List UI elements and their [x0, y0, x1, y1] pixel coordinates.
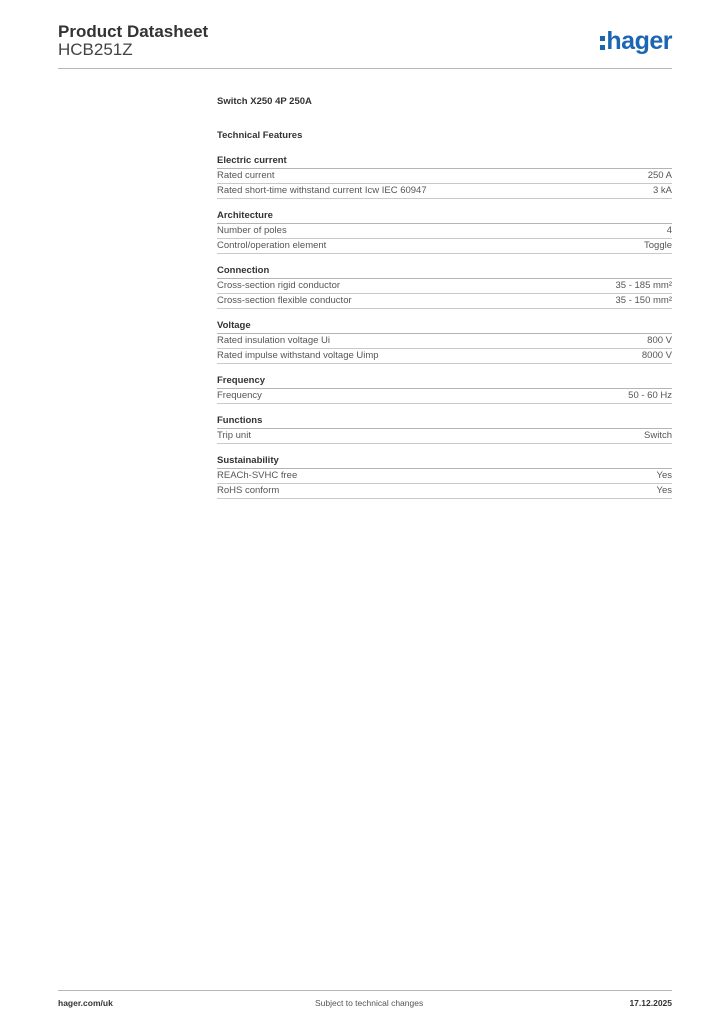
feature-value: Toggle: [644, 240, 672, 251]
footer-date: 17.12.2025: [629, 998, 672, 1008]
feature-row: [217, 239, 672, 254]
feature-value: Yes: [656, 485, 672, 496]
feature-value: Yes: [656, 470, 672, 481]
feature-label: REACh-SVHC free: [217, 470, 298, 481]
page-header: [58, 22, 672, 68]
feature-section: [217, 154, 672, 199]
section-title: Voltage: [217, 319, 672, 334]
feature-row: [217, 169, 672, 184]
feature-section: [217, 319, 672, 364]
footer-website: hager.com/uk: [58, 998, 113, 1008]
feature-label: Rated current: [217, 170, 275, 181]
header-divider: [58, 68, 672, 69]
feature-row: [217, 389, 672, 404]
feature-value: 800 V: [647, 335, 672, 346]
feature-label: Rated short-time withstand current Icw IEC 60947: [217, 185, 427, 196]
feature-row: [217, 184, 672, 199]
feature-section: [217, 374, 672, 404]
feature-section: [217, 209, 672, 254]
product-name: Switch X250 4P 250A: [217, 96, 312, 107]
feature-label: Cross-section flexible conductor: [217, 295, 352, 306]
feature-value: 8000 V: [641, 350, 672, 361]
feature-label: Cross-section rigid conductor: [217, 280, 341, 291]
feature-value: 35 - 185 mm²: [615, 280, 672, 291]
feature-section: [217, 264, 672, 309]
feature-label: Number of poles: [217, 225, 287, 236]
feature-label: Rated impulse withstand voltage Uimp: [217, 350, 379, 361]
feature-row: [217, 484, 672, 499]
feature-value: 50 - 60 Hz: [628, 390, 672, 401]
section-title: Sustainability: [217, 454, 672, 469]
feature-sections: [217, 154, 672, 499]
feature-value: 250 A: [647, 170, 672, 181]
section-title: Functions: [217, 414, 672, 429]
feature-row: [217, 429, 672, 444]
feature-label: RoHS conform: [217, 485, 280, 496]
datasheet-content: [217, 94, 672, 499]
feature-label: Control/operation element: [217, 240, 327, 251]
feature-section: [217, 414, 672, 444]
feature-row: [217, 349, 672, 364]
feature-row: [217, 224, 672, 239]
footer-notice: Subject to technical changes: [315, 998, 424, 1008]
section-title: Architecture: [217, 209, 672, 224]
logo-dots-icon: [600, 36, 605, 50]
hager-logo: [600, 26, 672, 56]
section-title: Frequency: [217, 374, 672, 389]
page-footer: [58, 998, 672, 1010]
feature-row: [217, 469, 672, 484]
feature-section: [217, 454, 672, 499]
feature-value: 35 - 150 mm²: [615, 295, 672, 306]
feature-row: [217, 334, 672, 349]
feature-row: [217, 294, 672, 309]
technical-features-title: Technical Features: [217, 130, 303, 141]
feature-label: Trip unit: [217, 430, 251, 441]
section-title: Electric current: [217, 154, 672, 169]
feature-value: 4: [666, 225, 672, 236]
feature-label: Rated insulation voltage Ui: [217, 335, 331, 346]
footer-divider: [58, 990, 672, 991]
product-code: HCB251Z: [58, 40, 133, 59]
feature-value: Switch: [644, 430, 672, 441]
section-title: Connection: [217, 264, 672, 279]
document-title: Product Datasheet: [58, 22, 209, 41]
logo-text: hager: [606, 27, 672, 55]
feature-label: Frequency: [217, 390, 262, 401]
feature-row: [217, 279, 672, 294]
feature-value: 3 kA: [652, 185, 672, 196]
